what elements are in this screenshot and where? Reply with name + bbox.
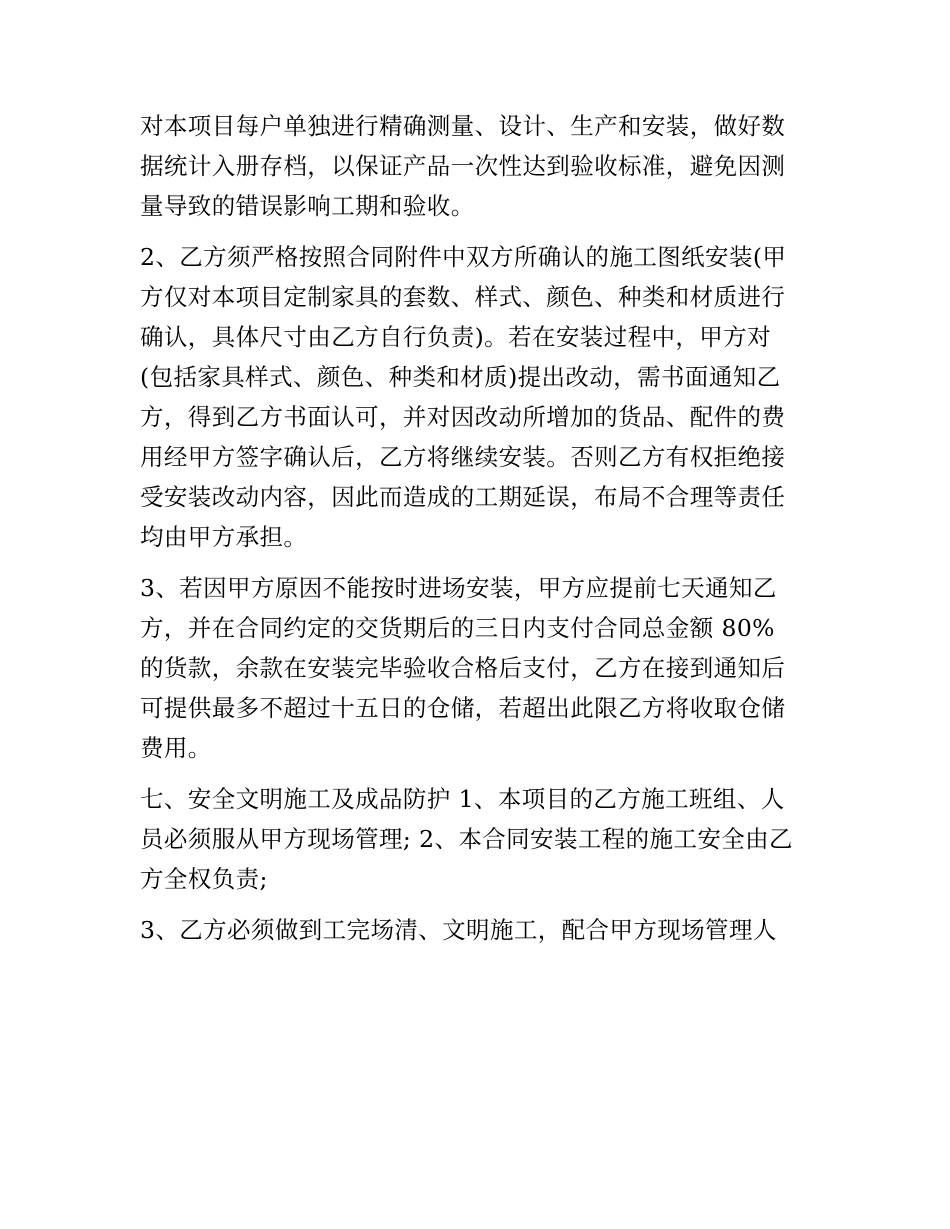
text-line: 用经甲方签字确认后，乙方将继续安装。否则乙方有权拒绝接 (140, 443, 786, 471)
text-line: 3、若因甲方原因不能按时进场安装，甲方应提前七天通知乙 (140, 574, 777, 602)
text-line: 的货款，余款在安装完毕验收合格后支付，乙方在接到通知后 (140, 654, 786, 682)
text-line: 据统计入册存档，以保证产品一次性达到验收标准，避免因测 (140, 152, 786, 180)
paragraph-clause-3 (140, 568, 812, 768)
text-line: 方，并在合同约定的交货期后的三日内支付合同总金额 80% (140, 614, 775, 642)
paragraph-section-7 (140, 779, 812, 899)
text-line: (包括家具样式、颜色、种类和材质)提出改动，需书面通知乙 (140, 363, 781, 391)
text-line: 量导致的错误影响工期和验收。 (140, 192, 475, 220)
text-line: 方全权负责; (140, 865, 268, 893)
text-line: 对本项目每户单独进行精确测量、设计、生产和安装，做好数 (140, 112, 786, 140)
text-line: 受安装改动内容，因此而造成的工期延误，布局不合理等责任 (140, 483, 786, 511)
text-line: 费用。 (140, 734, 212, 762)
text-line: 员必须服从甲方现场管理; 2、本合同安装工程的施工安全由乙 (140, 825, 793, 853)
paragraph-measurement (140, 106, 812, 226)
paragraph-clause-2 (140, 237, 812, 557)
text-line: 2、乙方须严格按照合同附件中双方所确认的施工图纸安装(甲 (140, 243, 787, 271)
text-line: 3、乙方必须做到工完场清、文明施工，配合甲方现场管理人 (140, 916, 777, 944)
text-line: 方仅对本项目定制家具的套数、样式、颜色、种类和材质进行 (140, 283, 786, 311)
text-line: 均由甲方承担。 (140, 523, 308, 551)
paragraph-section-7-item-3 (140, 910, 812, 950)
text-line: 七、安全文明施工及成品防护 1、本项目的乙方施工班组、人 (140, 785, 785, 813)
text-line: 确认，具体尺寸由乙方自行负责)。若在安装过程中，甲方对 (140, 323, 771, 351)
document-body (140, 106, 812, 961)
text-line: 可提供最多不超过十五日的仓储，若超出此限乙方将收取仓储 (140, 694, 786, 722)
text-line: 方，得到乙方书面认可，并对因改动所增加的货品、配件的费 (140, 403, 786, 431)
